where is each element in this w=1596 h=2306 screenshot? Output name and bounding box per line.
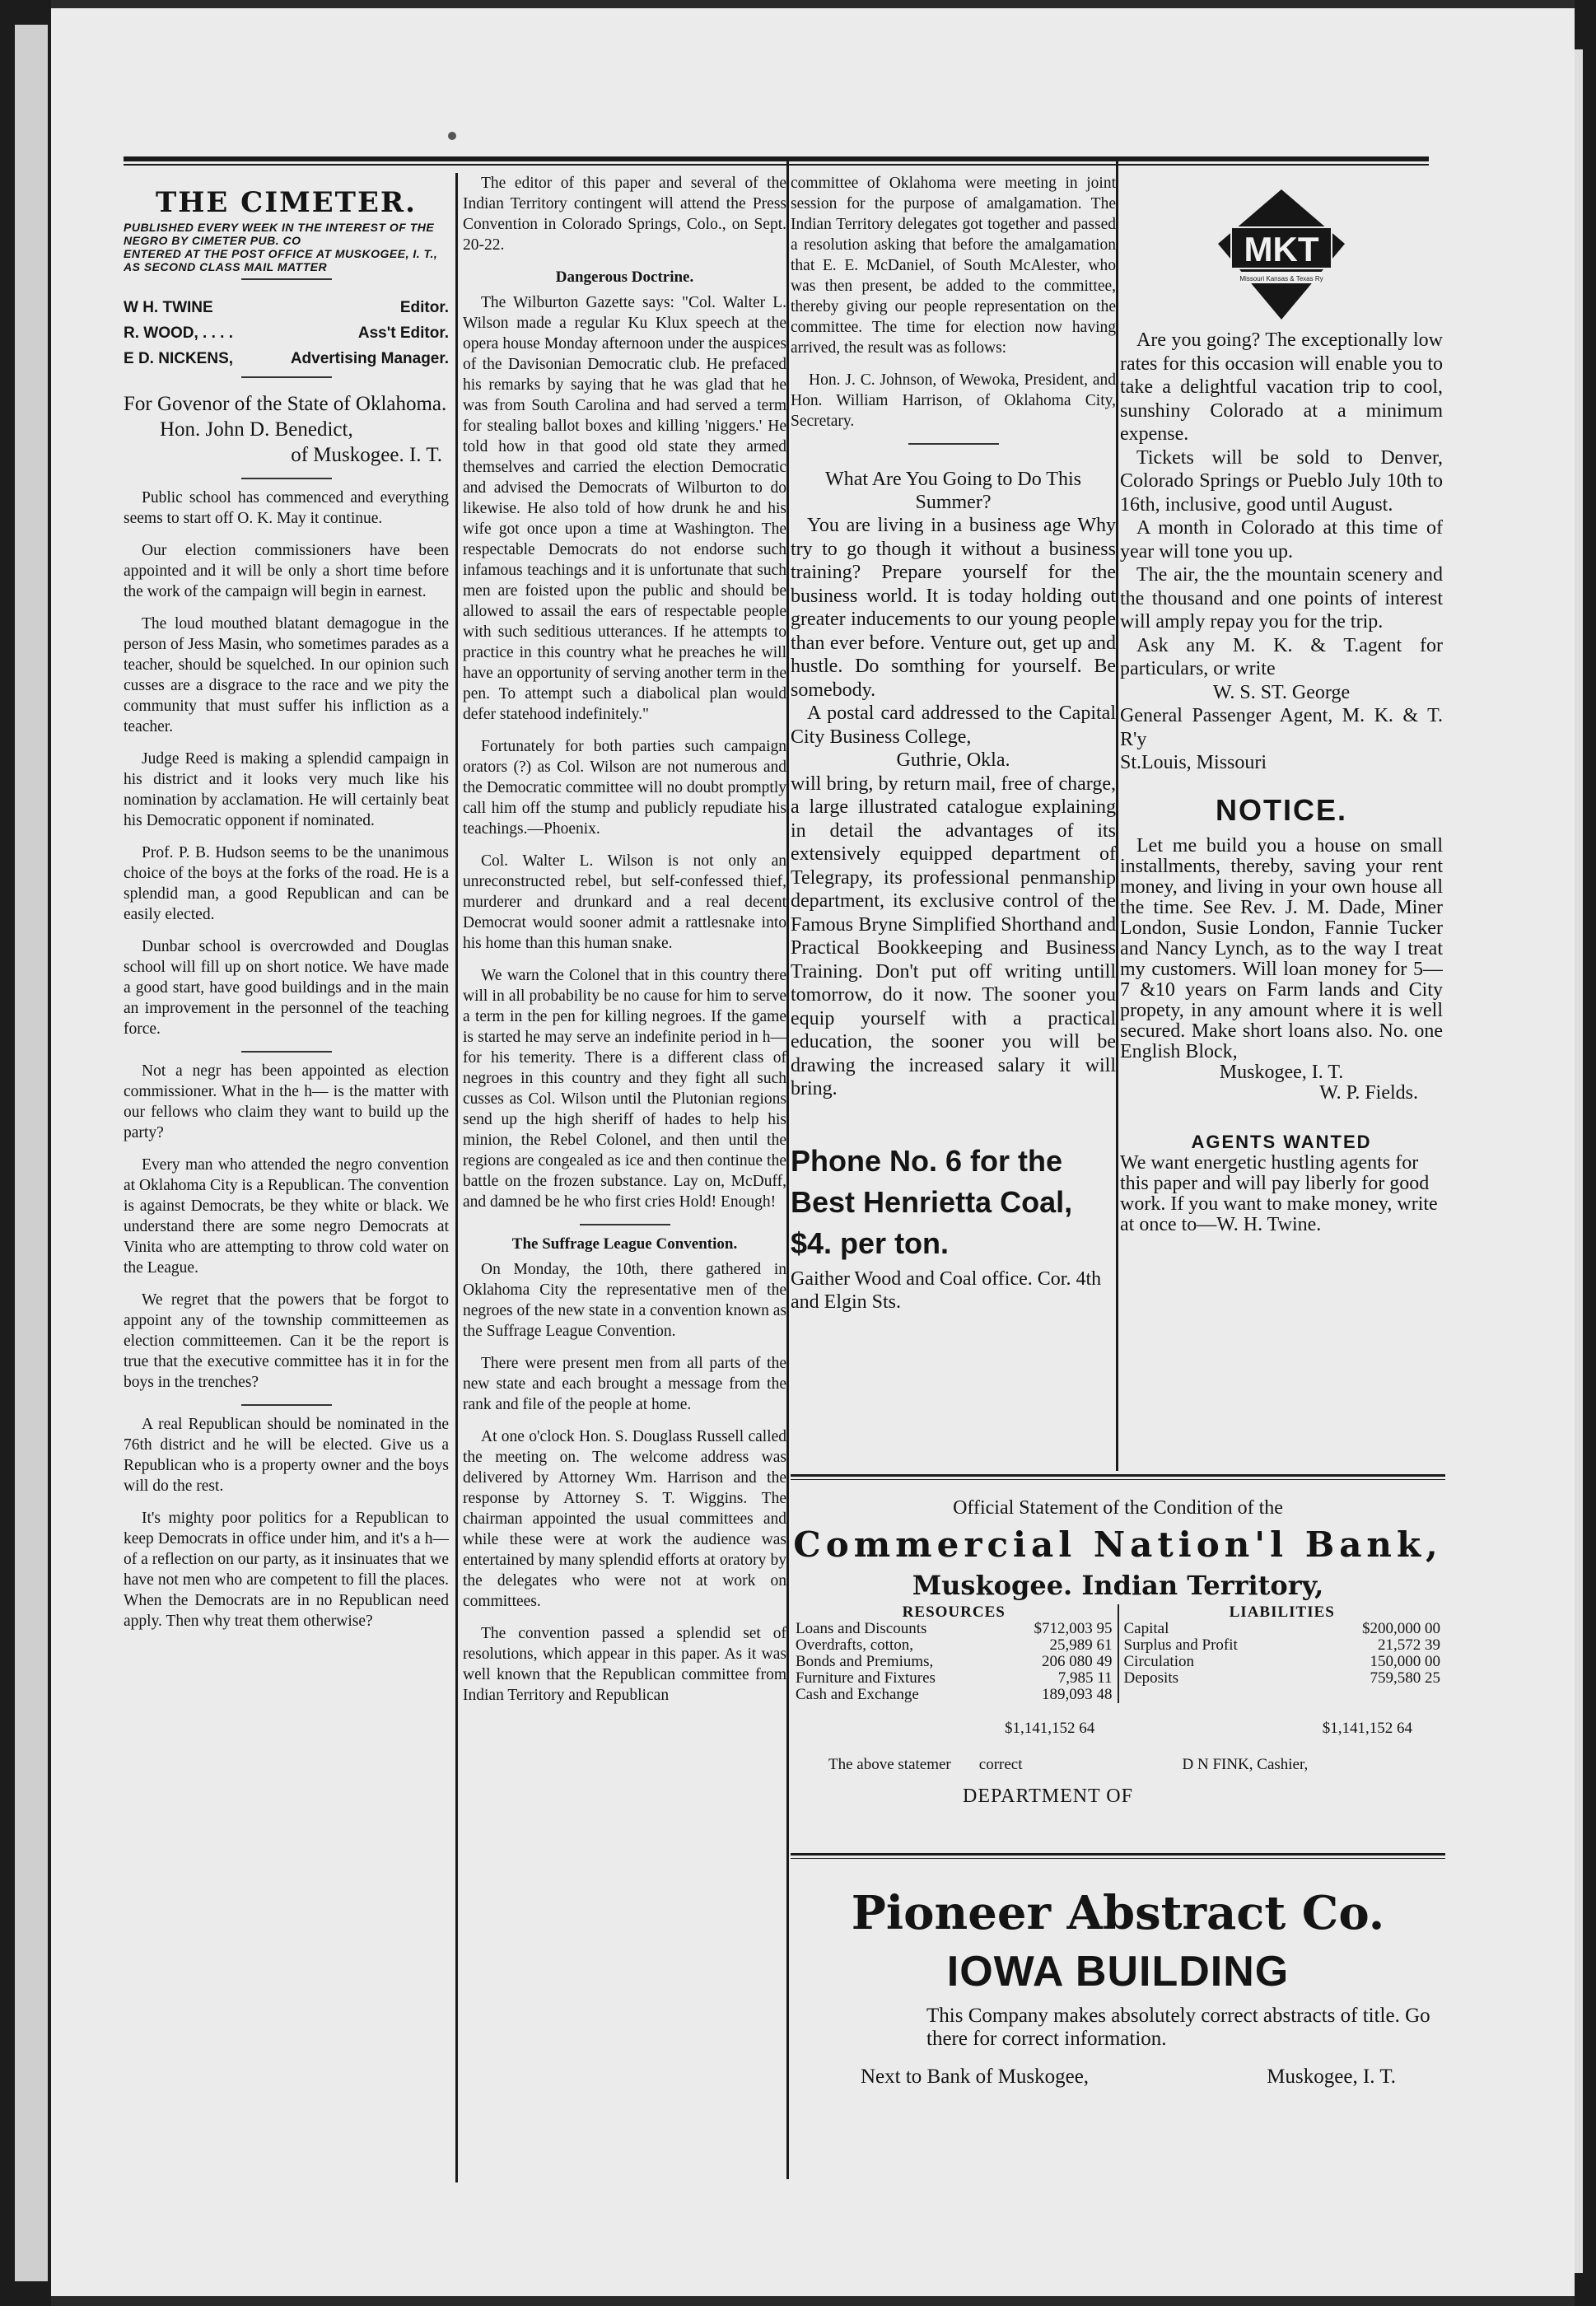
- bank-name: Commercial Nation'l Bank,: [793, 1524, 1443, 1565]
- separator: [241, 1404, 332, 1406]
- masthead-title: THE CIMETER.: [155, 186, 417, 219]
- row-label: Cash and Exchange: [796, 1686, 919, 1703]
- table-row: [1124, 1654, 1441, 1670]
- article-paragraph: Col. Walter L. Wilson is not only an unreconstructed rebel, but self-confessed thief, murderer and drunkard and a real decent Democrat would sooner admit a rattlesnake into his home than this human snake.: [463, 852, 786, 952]
- article-paragraph: Hon. J. C. Johnson, of Wewoka, President, and Hon. William Harrison, of Oklahoma City, Secretary.: [791, 371, 1116, 430]
- table-row: [796, 1654, 1113, 1670]
- pioneer-rule-top: [791, 1853, 1445, 1856]
- notice-ad: [1120, 836, 1443, 1104]
- liabilities-side: [1118, 1604, 1446, 1703]
- editorial-item: We regret that the powers that be forgot to appoint any of the township committeemen as election committeemen. Can it be the report is true that the executive committee has it in for the boys in the trenches?: [124, 1291, 449, 1391]
- total-liabilities: $1,141,152 64: [1322, 1720, 1412, 1737]
- editorial-item: A real Republican should be nominated in the 76th district and he will be elected. Give us a Republican who is a property owner and the boys will do the rest.: [124, 1416, 449, 1495]
- header-rule: [124, 156, 1429, 161]
- staff-list: [124, 295, 449, 371]
- staff-row: [124, 320, 449, 346]
- summer-ad-heading: What Are You Going to Do This Summer?: [825, 469, 1081, 513]
- table-row: [1124, 1637, 1441, 1654]
- article-heading: The Suffrage League Convention.: [511, 1235, 738, 1253]
- staff-role: Ass't Editor.: [357, 324, 449, 342]
- table-row: [1124, 1670, 1441, 1687]
- row-label: Capital: [1123, 1620, 1169, 1637]
- notice-heading: NOTICE.: [1215, 792, 1347, 827]
- separator: [241, 478, 332, 479]
- separator: [908, 443, 999, 445]
- row-label: Loans and Discounts: [796, 1620, 927, 1637]
- row-label: Circulation: [1123, 1653, 1194, 1670]
- editorial-item: Judge Reed is making a splendid campaign in his district and it looks very much like his nomination by acclamation. He will certainly beat his Democratic opponent if nominated.: [124, 750, 449, 829]
- governor-line: of Muskogee. I. T.: [291, 444, 442, 466]
- row-value: 759,580 25: [1370, 1669, 1440, 1687]
- header-rule-thin: [124, 164, 1429, 166]
- row-value: 150,000 00: [1370, 1653, 1440, 1670]
- separator: [580, 1224, 670, 1225]
- column-4: [1120, 173, 1443, 1466]
- row-value: 189,093 48: [1042, 1686, 1113, 1703]
- staff-role: Advertising Manager.: [290, 350, 449, 367]
- table-row: [796, 1670, 1113, 1687]
- ad-paragraph: Ask any M. K. & T.agent for particulars, or write: [1120, 634, 1443, 679]
- ad-line: Guthrie, Okla.: [896, 749, 1010, 771]
- press-convention-note: The editor of this paper and several of the Indian Territory contingent will attend the Press Convention in Colorado Springs, Colo., on Sept. 20-22.: [463, 175, 786, 254]
- column-1: [124, 173, 449, 2191]
- ad-paragraph: will bring, by return mail, free of charge, a large illustrated catalogue explaining in detail the advantages of its extensively equipped department of Telegrapy, its professional penmanship department, its exclusive control of the Famous Bryne Simplified Shorthand and Practical Bookkeeping and Business Training. Don't put off writing untill tomorrow, do it now. The sooner you equip yourself with a practical education, the sooner you will be drawing the increased salary it will bring.: [791, 773, 1116, 1099]
- company-location: Next to Bank of Muskogee,: [861, 2066, 1090, 2088]
- ad-paragraph: A postal card addressed to the Capital City Business College,: [791, 703, 1116, 748]
- agents-heading: AGENTS WANTED: [1191, 1131, 1372, 1152]
- editorial-item: Our election commissioners have been appointed and it will be only a short time before the work of the campaign will begin in earnest.: [124, 542, 449, 600]
- ink-speck: [448, 132, 456, 140]
- article-paragraph: There were present men from all parts of the new state and each brought a message from the rank and file of the people at home.: [463, 1355, 786, 1413]
- column-rule-3: [1116, 161, 1118, 1471]
- resources-heading: RESOURCES: [902, 1603, 1006, 1621]
- column-3: [791, 173, 1116, 1466]
- company-name: Pioneer Abstract Co.: [851, 1886, 1385, 1940]
- coal-ad-heading: Phone No. 6 for the Best Henrietta Coal, $4. per ton.: [791, 1143, 1073, 1260]
- editorial-item: Dunbar school is overcrowded and Douglas school will fill up on short notice. We have made a good start, have good buildings and in the main an improvement in the personnel of the teaching force.: [124, 938, 449, 1038]
- row-value: 206 080 49: [1042, 1653, 1113, 1670]
- editorial-item: Every man who attended the negro convention at Oklahoma City is a Republican. The convention is against Democrats, be they white or black. We understand there are some negro Democrats at Vinita who are attempting to throw cold water on the League.: [124, 1156, 449, 1277]
- ad-paragraph: A month in Colorado at this time of year will tone you up.: [1120, 517, 1443, 562]
- row-value: 25,989 61: [1049, 1636, 1113, 1654]
- separator: [241, 278, 332, 280]
- table-row: [796, 1621, 1113, 1637]
- staff-name: E D. NICKENS,: [124, 350, 234, 367]
- separator: [241, 376, 332, 378]
- staff-row: [124, 346, 449, 371]
- editorial-item: It's mighty poor politics for a Republican to keep Democrats in office under him, and it's a h— of a reflection on our party, as it insinuates that we have not men who are competent to fill the places. When the Democrats are in no Republican need apply. Then why treat them otherwise?: [124, 1510, 449, 1630]
- column-3-text: [791, 173, 1116, 432]
- table-row: [796, 1687, 1113, 1703]
- governor-endorsement: [124, 391, 449, 468]
- row-label: Surplus and Profit: [1123, 1636, 1238, 1654]
- row-label: Furniture and Fixtures: [796, 1669, 936, 1687]
- masthead-entered: ENTERED AT THE POST OFFICE AT MUSKOGEE, I. T., AS SECOND CLASS MAIL MATTER: [124, 247, 438, 273]
- logo-band-text: Missouri Kansas & Texas Ry: [1239, 275, 1323, 282]
- bank-statement: [791, 1491, 1445, 1845]
- coal-ad-address: Gaither Wood and Coal office. Cor. 4th and Elgin Sts.: [791, 1267, 1102, 1313]
- editorial-notes: [124, 488, 449, 1631]
- column-2-text: [463, 173, 786, 1706]
- page-edge-bottom: [51, 2296, 1575, 2306]
- business-college-ad: [791, 514, 1116, 1101]
- article-paragraph: Fortunately for both parties such campaign orators (?) as Col. Wilson are not numerous and the Democratic committee will no doubt promptly call him off the stump and publicly repudiate his teachings.—Phoenix.: [463, 738, 786, 838]
- ad-signature: General Passenger Agent, M. K. & T. R'y: [1120, 705, 1443, 750]
- bank-totals: [791, 1720, 1445, 1738]
- ad-signature: Muskogee, I. T.: [1219, 1061, 1344, 1083]
- staff-role: Editor.: [399, 299, 449, 316]
- department-text: DEPARTMENT OF: [963, 1786, 1133, 1807]
- bank-table: [791, 1604, 1445, 1703]
- page-edge-right: [1575, 0, 1596, 2306]
- editorial-item: Not a negr has been appointed as election commissioner. What in the h— is the matter with our fellows who claim they want to build up the party?: [124, 1062, 449, 1141]
- statement-text: The above statemer: [828, 1756, 951, 1773]
- governor-line: Hon. John D. Benedict,: [160, 418, 353, 441]
- row-value: 7,985 11: [1057, 1669, 1113, 1687]
- article-paragraph: committee of Oklahoma were meeting in joint session for the purpose of amalgamation. The Indian Territory delegates got together and passed a resolution asking that before the amalgamation that E. E. McDaniel, of South McAlester, who was then present, be added to the committee, thereby giving our people representation on the committee. The time for election now having arrived, the result was as follows:: [791, 175, 1116, 357]
- article-heading: Dangerous Doctrine.: [555, 268, 694, 286]
- mkt-ad: [1120, 329, 1443, 775]
- row-label: Overdrafts, cotton,: [796, 1636, 913, 1654]
- liabilities-heading: LIABILITIES: [1229, 1603, 1335, 1621]
- ad-paragraph: You are living in a business age Why try to go though it without a business training? Prepare yourself for the business world. It is today holding out greater inducements to our young people than ever before. Venture out, get up and hustle. Do somthing for yourself. Be somebody.: [791, 515, 1116, 701]
- column-rule-1: [455, 173, 458, 2182]
- table-row: [1124, 1621, 1441, 1637]
- masthead-subtitle: PUBLISHED EVERY WEEK IN THE INTEREST OF THE NEGRO BY CIMETER PUB. CO: [124, 221, 435, 247]
- correct-text: correct: [978, 1756, 1023, 1773]
- column-2: [463, 173, 786, 2191]
- row-value: $712,003 95: [1034, 1620, 1113, 1637]
- bank-rule-top-thin: [791, 1479, 1445, 1480]
- editorial-item: The loud mouthed blatant demagogue in the person of Jess Masin, who sometimes parades as a teacher, should be squelched. In our opinion such cusses are a disgrace to the race and we pity the community that must suffer his infliction as a teacher.: [124, 615, 449, 735]
- article-paragraph: The convention passed a splendid set of resolutions, which appear in this paper. As it was well known that the Republican committee from Indian Territory and Republican: [463, 1625, 786, 1704]
- staff-name: W H. TWINE: [124, 299, 213, 316]
- row-value: $200,000 00: [1362, 1620, 1440, 1637]
- bank-official-line: Official Statement of the Condition of the: [953, 1497, 1283, 1519]
- row-label: Deposits: [1123, 1669, 1178, 1687]
- company-town: Muskogee, I. T.: [1267, 2066, 1396, 2088]
- pioneer-abstract-ad: [791, 1886, 1445, 2158]
- article-paragraph: At one o'clock Hon. S. Douglass Russell called the meeting on. The welcome address was delivered by Attorney Wm. Harrison and the response by Attorney S. T. Wiggins. The chairman appointed the usual committees and while these were at work the audience was entertained by many splendid efforts at oratory by the delegates who were not at work on committees.: [463, 1428, 786, 1610]
- cashier-text: D N FINK, Cashier,: [1182, 1756, 1309, 1773]
- ad-paragraph: Are you going? The exceptionally low rates for this occasion will enable you to take a delightful vacation trip to cool, sunshiny Colorado at a minimum expense.: [1120, 329, 1443, 445]
- page-edge-left: [0, 0, 51, 2306]
- ad-paragraph: The air, the the mountain scenery and the thousand and one points of interest will amply repay you for the trip.: [1120, 564, 1443, 633]
- column-rule-2: [786, 161, 789, 2179]
- ad-paragraph: Let me build you a house on small installments, thereby, saving your rent money, and living in your own house all the time. See Rev. J. M. Dade, Miner London, Susie London, Fannie Tucker and Nancy Lynch, as to the way I treat my customers. Will loan money for 5—7 &10 years on Farm lands and City propety, in any amount where it is well secured. Make short loans also. No. one English Block,: [1120, 834, 1443, 1062]
- logo-text: MKT: [1244, 230, 1319, 268]
- row-value: 21,572 39: [1378, 1636, 1440, 1654]
- article-paragraph: On Monday, the 10th, there gathered in Oklahoma City the representative men of the negroes of the new state in a convention known as the Suffrage League Convention.: [463, 1261, 786, 1340]
- editorial-item: Public school has commenced and everything seems to start off O. K. May it continue.: [124, 489, 449, 527]
- editorial-item: Prof. P. B. Hudson seems to be the unanimous choice of the boys at the forks of the road. He is a splendid man, a good Republican and can be easily elected.: [124, 844, 449, 923]
- page-edge-top: [51, 0, 1575, 8]
- bank-location: Muskogee. Indian Territory,: [912, 1570, 1324, 1601]
- agents-ad: We want energetic hustling agents for this paper and will pay liberly for good work. If you want to make money, write at once to—W. H. Twine.: [1120, 1151, 1438, 1235]
- table-row: [796, 1637, 1113, 1654]
- ad-signature: St.Louis, Missouri: [1120, 752, 1267, 773]
- pioneer-rule-top-thin: [791, 1858, 1445, 1859]
- resources-side: [791, 1604, 1118, 1703]
- staff-row: [124, 295, 449, 320]
- company-description: This Company makes absolutely correct abstracts of title. Go there for correct information.: [926, 2005, 1430, 2050]
- building-name: IOWA BUILDING: [946, 1948, 1290, 1996]
- mkt-logo: [1120, 184, 1443, 329]
- article-paragraph: The Wilburton Gazette says: "Col. Walter L. Wilson made a regular Ku Klux speech at the opera house Monday afternoon under the auspices of the Davisonian Democratic club. He prefaced his remarks by saying that he was glad that he was from South Carolina and had served a term for stealing ballot boxes and killing 'niggers.' He told how in that good old state they armed themselves and carried the election Democratic and advised the Democrats of Wilburton to do likewise. He also told of how drunk he and his wife got once upon a time at Washington. The respectable Democrats do not endorse such infamous teachings and it is unfortunate that such men are foisted upon the public and should be allowed to assail the ears of respectable people with such seditious utterances. If he attempts to practice in this country what he preaches he will have an opportunity of serving another term in the pen. To attempt such a diabolical plan would defer statehood indefinitely.": [463, 294, 786, 723]
- separator: [241, 1051, 332, 1053]
- ad-signature: W. S. ST. George: [1212, 681, 1351, 703]
- bank-footer: [791, 1756, 1445, 1774]
- mkt-logo-icon: [1211, 184, 1351, 324]
- total-resources: $1,141,152 64: [1005, 1720, 1095, 1737]
- governor-line: For Govenor of the State of Oklahoma.: [124, 393, 447, 415]
- company-footer: [791, 2066, 1445, 2089]
- ad-signature: W. P. Fields.: [1319, 1081, 1418, 1104]
- staff-name: R. WOOD, . . . .: [124, 324, 233, 342]
- bank-rule-top: [791, 1474, 1445, 1477]
- row-label: Bonds and Premiums,: [796, 1653, 934, 1670]
- article-paragraph: We warn the Colonel that in this country there will in all probability be no cause for him to serve a term in the pen for killing negroes. If the game is started he may serve an indefinite period in h— for his temerity. There is a different class of negroes in this country and they fight all such cusses as Col. Wilson until the Plutonian regions send up the high sheriff of hades to help his minion, the Rebel Colonel, and then until the regions are congealed as ice and then continue the battle on the frozen substance. Lay on, McDuff, and damned be he who first cries Hold! Enough!: [463, 967, 786, 1211]
- ad-paragraph: Tickets will be sold to Denver, Colorado Springs or Pueblo July 10th to 16th, inclusive, good until August.: [1120, 446, 1443, 516]
